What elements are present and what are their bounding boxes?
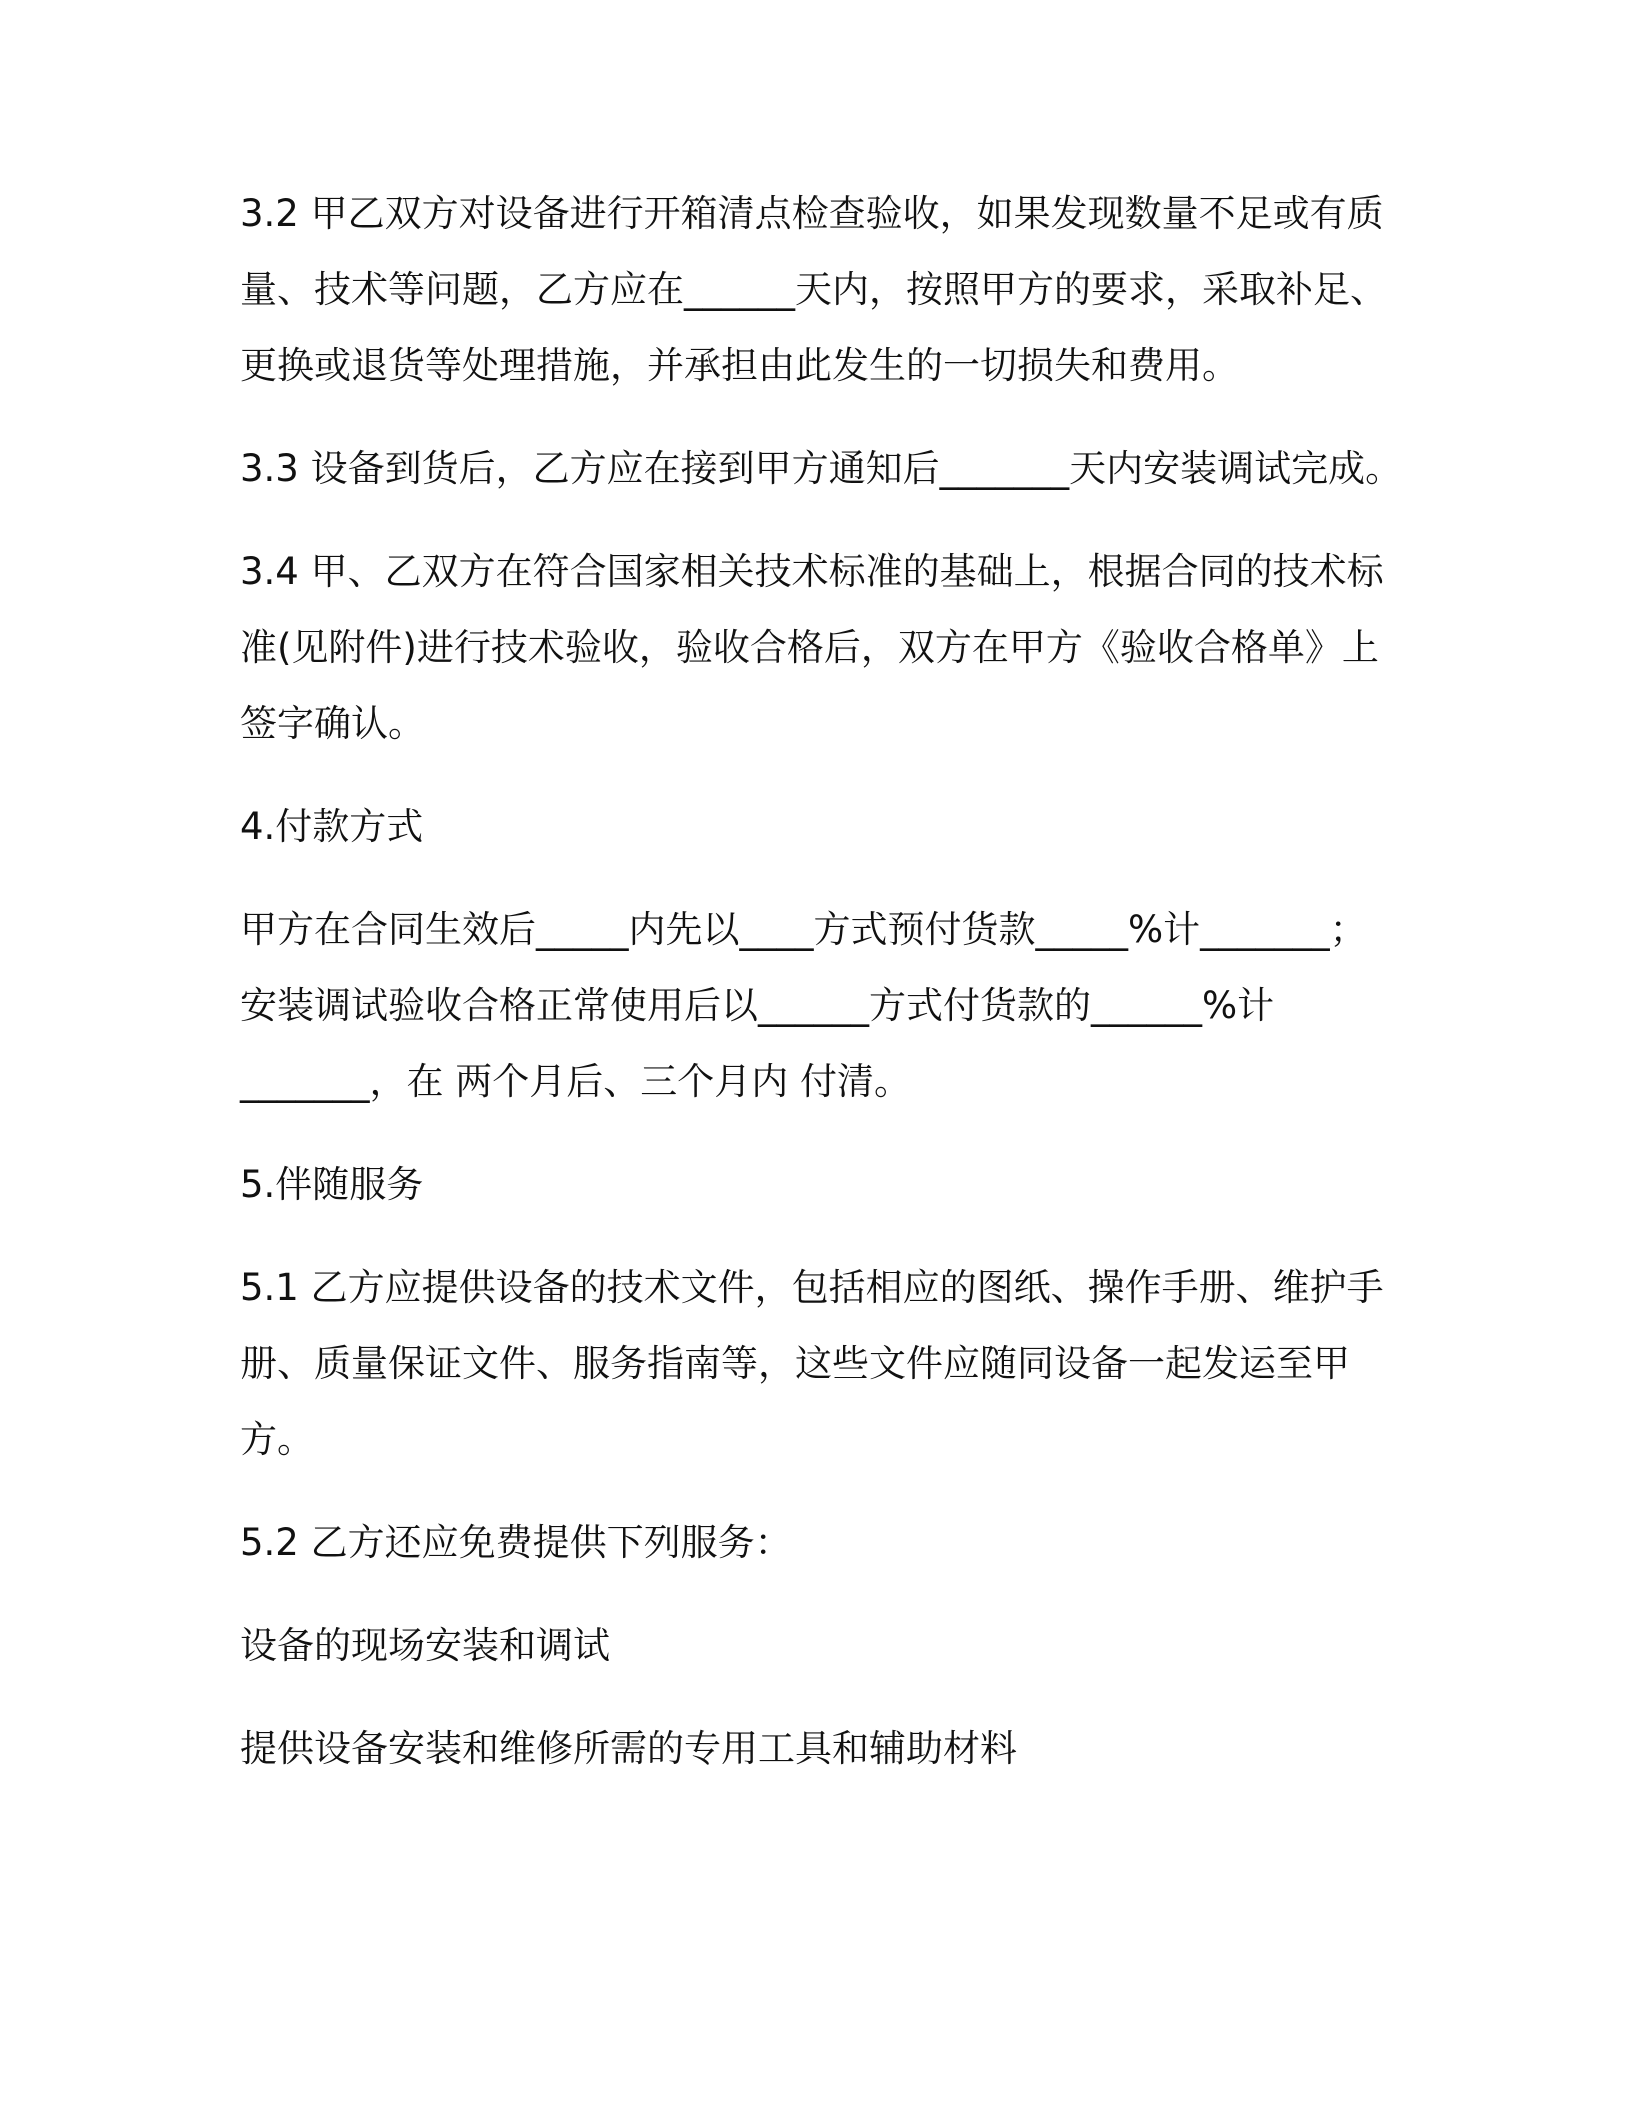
service-item-1: 设备的现场安装和调试 xyxy=(240,1624,610,1667)
section-4-heading: 4.付款方式 xyxy=(240,805,424,848)
clause-5-1-line-2: 册、质量保证文件、服务指南等，这些文件应随同设备一起发运至甲 xyxy=(240,1342,1350,1385)
clause-5-1-line-3: 方。 xyxy=(240,1418,314,1461)
service-item-2: 提供设备安装和维修所需的专用工具和辅助材料 xyxy=(240,1727,1017,1770)
section-4-line-2: 安装调试验收合格正常使用后以______方式付货款的______%计 xyxy=(240,984,1275,1027)
section-4-line-3: _______，在 两个月后、三个月内 付清。 xyxy=(240,1060,912,1103)
section-5-heading: 5.伴随服务 xyxy=(240,1163,424,1206)
clause-3-4-line-2: 准(见附件)进行技术验收，验收合格后，双方在甲方《验收合格单》上 xyxy=(240,626,1379,669)
clause-3-4-line-3: 签字确认。 xyxy=(240,702,425,745)
section-4-line-1: 甲方在合同生效后_____内先以____方式预付货款_____%计_______； xyxy=(240,908,1367,951)
clause-5-2-line-1: 5.2 乙方还应免费提供下列服务： xyxy=(240,1521,792,1564)
clause-3-2-line-3: 更换或退货等处理措施，并承担由此发生的一切损失和费用。 xyxy=(240,344,1239,387)
clause-3-4-line-1: 3.4 甲、乙双方在符合国家相关技术标准的基础上，根据合同的技术标 xyxy=(240,550,1384,593)
clause-3-2-line-2: 量、技术等问题，乙方应在______天内，按照甲方的要求，采取补足、 xyxy=(240,268,1387,311)
clause-3-3-line-1: 3.3 设备到货后，乙方应在接到甲方通知后_______天内安装调试完成。 xyxy=(240,447,1403,490)
clause-3-2-line-1: 3.2 甲乙双方对设备进行开箱清点检查验收，如果发现数量不足或有质 xyxy=(240,192,1384,235)
clause-5-1-line-1: 5.1 乙方应提供设备的技术文件，包括相应的图纸、操作手册、维护手 xyxy=(240,1266,1384,1309)
